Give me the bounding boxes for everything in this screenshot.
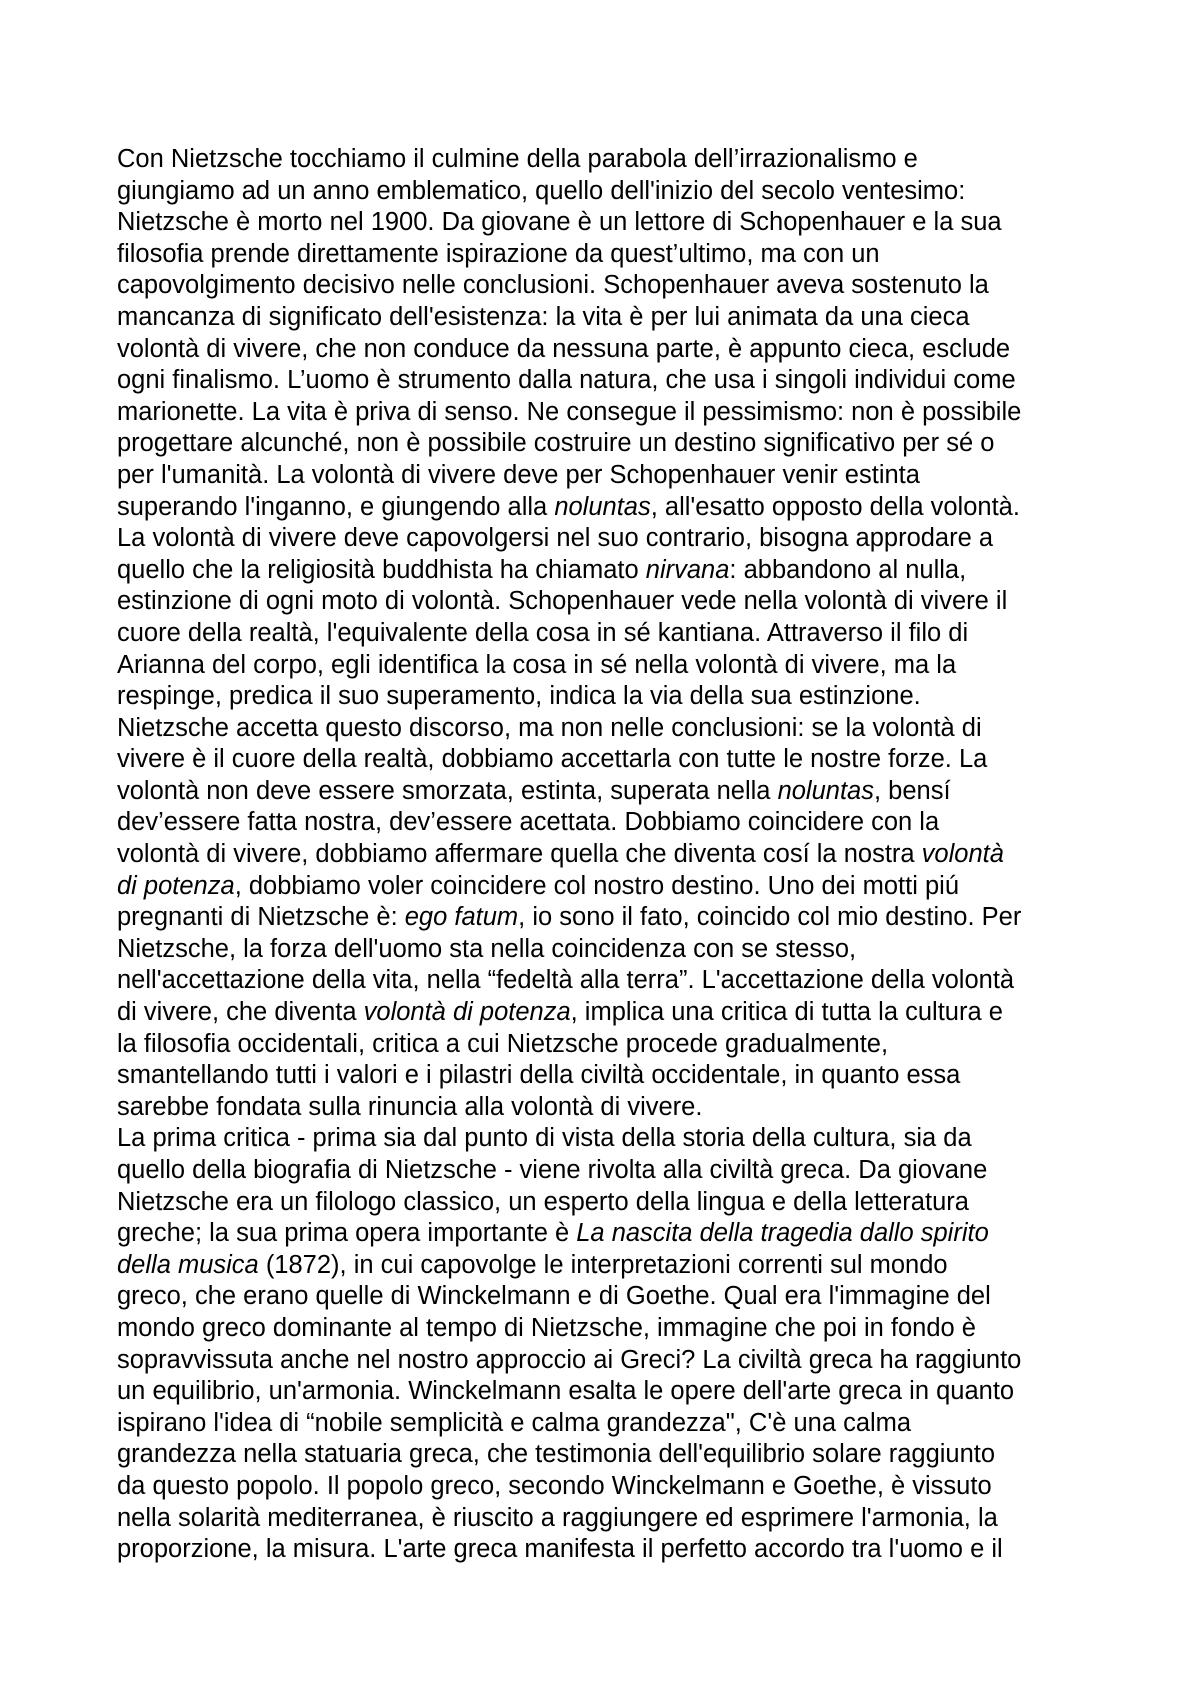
italic-text: La nascita della tragedia dallo spirito [576,1219,989,1248]
text-run: volontà di vivere, che non conduce da nessuna parte, è appunto cieca, esclude [117,334,1011,363]
text-run: smantellando tutti i valori e i pilastri della civiltà occidentale, in quanto essa [117,1061,961,1090]
text-line [117,965,1097,997]
text-line [117,1123,1097,1155]
text-line [117,807,1097,839]
text-run: sopravvissuta anche nel nostro approccio ai Greci? La civiltà greca ha raggiunto [117,1345,1022,1374]
text-line [117,397,1097,429]
text-line [117,270,1097,302]
text-run: Con Nietzsche tocchiamo il culmine della parabola dell’irrazionalismo e [117,145,918,173]
text-run: vivere è il cuore della realtà, dobbiamo accettarla con tutte le nostre forze. La [117,745,988,774]
text-run: , all'esatto opposto della volontà. [650,492,1020,521]
text-line [117,1503,1097,1535]
text-run: , implica una critica di tutta la cultura e [570,998,1003,1027]
text-run: superando l'inganno, e giungendo alla [117,492,555,521]
text-run: mancanza di significato dell'esistenza: la vita è per lui animata da una cieca [117,302,970,331]
text-line [117,839,1097,871]
text-line [117,1029,1097,1061]
italic-text: noluntas [554,492,651,521]
text-line [117,1345,1097,1377]
text-line [117,176,1097,208]
text-line [117,302,1097,334]
text-run: nell'accettazione della vita, nella “fedeltà alla terra”. L'accettazione della volontà [117,966,1015,995]
text-run: Nietzsche accetta questo discorso, ma non nelle conclusioni: se la volontà di [117,713,982,742]
text-line [117,492,1097,524]
text-run: estinzione di ogni moto di volontà. Schopenhauer vede nella volontà di vivere il [117,587,1008,616]
text-run: sarebbe fondata sulla rinuncia alla volontà di vivere. [117,1092,703,1121]
text-line [117,365,1097,397]
text-run: capovolgimento decisivo nelle conclusioni. Schopenhauer aveva sostenuto la [117,271,989,300]
text-run: per l'umanità. La volontà di vivere deve per Schopenhauer venir estinta [117,460,920,489]
text-run: (1872), in cui capovolge le interpretazioni correnti sul mondo [258,1250,948,1279]
text-line [117,1060,1097,1092]
italic-text: volontà [921,840,1004,869]
text-line [117,1250,1097,1282]
text-run: marionette. La vita è priva di senso. Ne consegue il pessimismo: non è possibile [117,397,1022,426]
text-run: ispirano l'idea di “nobile semplicità e calma grandezza", C'è una calma [117,1408,912,1437]
text-run: Nietzsche era un filologo classico, un esperto della lingua e della letteratura [117,1187,969,1216]
text-line [117,1218,1097,1250]
text-run: la filosofia occidentali, critica a cui Nietzsche procede gradualmente, [117,1029,889,1058]
text-line [117,1155,1097,1187]
text-line [117,428,1097,460]
text-line [117,1313,1097,1345]
text-line [117,681,1097,713]
text-line [117,1534,1097,1566]
italic-text: di potenza [117,871,235,900]
text-run: pregnanti di Nietzsche è: [117,903,405,932]
text-run: quello della biografia di Nietzsche - viene rivolta alla civiltà greca. Da giovane [117,1156,988,1184]
italic-text: ego fatum [404,903,519,932]
text-run: proporzione, la misura. L'arte greca manifesta il perfetto accordo tra l'uomo e il [117,1535,1003,1564]
text-run: La volontà di vivere deve capovolgersi nel suo contrario, bisogna approdare a [117,524,994,553]
body-text [117,144,1097,1566]
text-line [117,523,1097,555]
text-run: Nietzsche, la forza dell'uomo sta nella coincidenza con se stesso, [117,934,857,963]
text-run: giungiamo ad un anno emblematico, quello dell'inizio del secolo ventesimo: [117,176,966,205]
text-line [117,555,1097,587]
text-line [117,144,1097,176]
text-line [117,776,1097,808]
text-line [117,239,1097,271]
text-line [117,586,1097,618]
text-line [117,618,1097,650]
text-run: cuore della realtà, l'equivalente della cosa in sé kantiana. Attraverso il filo di [117,618,969,647]
text-run: , io sono il fato, coincido col mio destino. Per [518,903,1022,932]
text-run: Nietzsche è morto nel 1900. Da giovane è un lettore di Schopenhauer e la sua [117,208,1002,237]
text-line [117,1376,1097,1408]
text-line [117,713,1097,745]
text-run: volontà di vivere, dobbiamo affermare quella che diventa cosí la nostra [117,840,922,869]
text-run: filosofia prende direttamente ispirazione da quest’ultimo, ma con un [117,239,880,268]
text-run: : abbandono al nulla, [729,555,967,584]
italic-text: della musica [117,1250,259,1279]
italic-text: volontà di potenza [363,998,571,1027]
text-run: di vivere, che diventa [117,998,364,1027]
text-run: grandezza nella statuaria greca, che testimonia dell'equilibrio solare raggiunto [117,1440,996,1469]
text-line [117,1439,1097,1471]
text-line [117,744,1097,776]
italic-text: nirvana [645,555,730,584]
text-run: Arianna del corpo, egli identifica la cosa in sé nella volontà di vivere, ma la [117,650,957,679]
text-line [117,934,1097,966]
text-run: greco, che erano quelle di Winckelmann e di Goethe. Qual era l'immagine del [117,1282,991,1311]
text-line [117,1408,1097,1440]
text-run: , bensí [873,776,951,805]
text-run: respinge, predica il suo superamento, indica la via della sua estinzione. [117,682,921,711]
italic-text: noluntas [777,776,874,805]
text-run: dev’essere fatta nostra, dev’essere acettata. Dobbiamo coincidere con la [117,808,940,837]
text-line [117,650,1097,682]
text-run: , dobbiamo voler coincidere col nostro destino. Uno dei motti piú [234,871,959,900]
text-run: ogni finalismo. L’uomo è strumento dalla natura, che usa i singoli individui come [117,366,1016,395]
text-line [117,334,1097,366]
text-run: da questo popolo. Il popolo greco, secondo Winckelmann e Goethe, è vissuto [117,1471,992,1500]
text-line [117,1281,1097,1313]
text-run: nella solarità mediterranea, è riuscito a raggiungere ed esprimere l'armonia, la [117,1503,998,1532]
text-run: volontà non deve essere smorzata, estinta, superata nella [117,776,778,805]
text-run: quello che la religiosità buddhista ha chiamato [117,555,646,584]
text-run: mondo greco dominante al tempo di Nietzsche, immagine che poi in fondo è [117,1313,976,1342]
text-run: La prima critica - prima sia dal punto di vista della storia della cultura, sia da [117,1124,972,1153]
text-run: un equilibrio, un'armonia. Winckelmann esalta le opere dell'arte greca in quanto [117,1377,1015,1406]
text-line [117,997,1097,1029]
text-line [117,207,1097,239]
text-run: greche; la sua prima opera importante è [117,1219,577,1248]
text-line [117,1092,1097,1124]
text-line [117,871,1097,903]
text-line [117,1471,1097,1503]
text-line [117,1187,1097,1219]
text-run: progettare alcunché, non è possibile costruire un destino significativo per sé o [117,429,995,458]
text-line [117,902,1097,934]
text-line [117,460,1097,492]
